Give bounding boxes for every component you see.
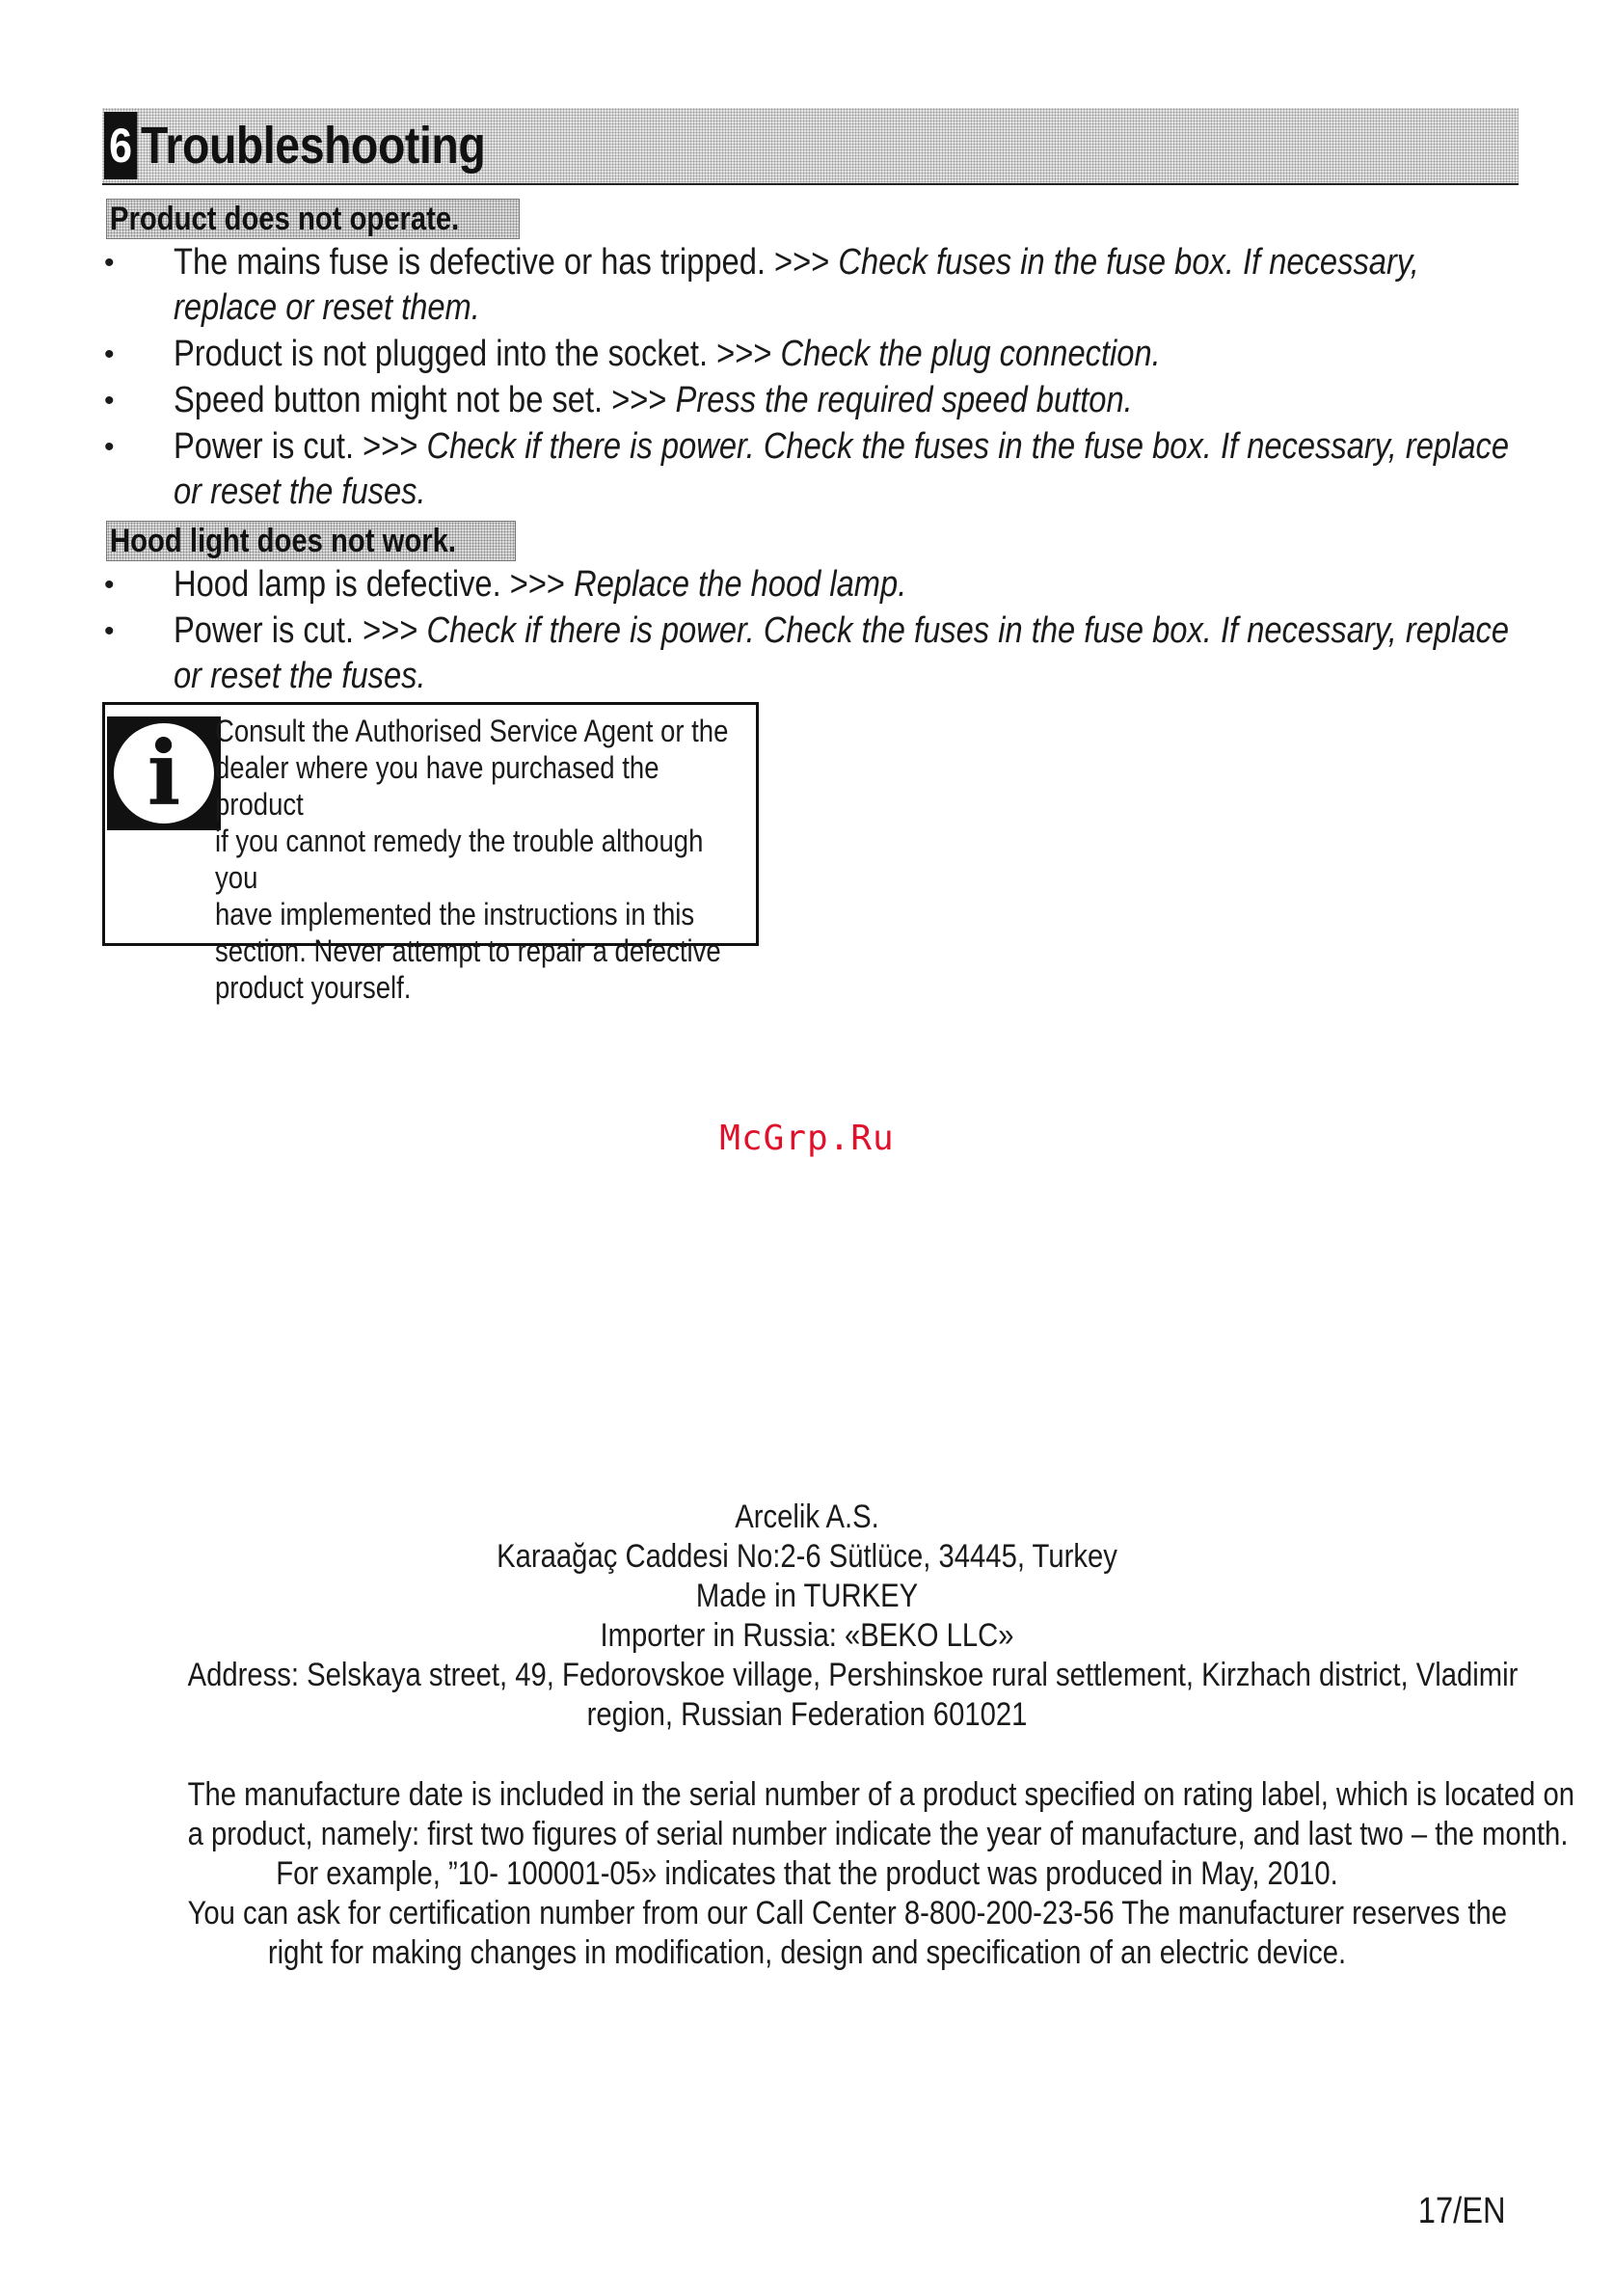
info-note-line: dealer where you have purchased the product: [215, 750, 659, 822]
fault-cause: Power is cut. >>>: [174, 610, 427, 651]
bullet-marker: •: [104, 247, 115, 279]
bullet-list-product-not-operate: [104, 240, 1531, 516]
manufacturer-line: Address: Selskaya street, 49, Fedorovskoe village, Pershinskoe rural settlement, Kirzhach district, Vladimir: [187, 1657, 1519, 1693]
info-note-text: [215, 713, 729, 1006]
info-note-box: [102, 702, 759, 1005]
list-item: [104, 608, 1531, 699]
manufacturer-line: Karaağaç Caddesi No:2-6 Sütlüce, 34445, Turkey: [497, 1538, 1117, 1575]
manufacturer-info: [87, 1498, 1527, 1735]
manufacturer-line: Made in TURKEY: [695, 1578, 919, 1614]
bullet-list-hood-light: [104, 562, 1531, 700]
list-item: [104, 332, 1531, 377]
bullet-marker: •: [104, 385, 115, 417]
fault-remedy: Replace the hood lamp.: [574, 564, 907, 605]
section-number: 6: [104, 112, 137, 179]
list-item: [104, 240, 1531, 331]
fault-cause: Product is not plugged into the socket. >>>: [174, 334, 781, 374]
bullet-marker: •: [104, 338, 115, 370]
list-item: [104, 562, 1531, 608]
manufacturer-line: region, Russian Federation 601021: [586, 1696, 1028, 1733]
bullet-marker: •: [104, 615, 115, 647]
info-note-line: have implemented the instructions in this: [215, 897, 695, 932]
notice-line: You can ask for certification number from our Call Center 8-800-200-23-56 The manufacturer reserves the: [187, 1895, 1508, 1931]
notice-line: The manufacture date is included in the serial number of a product specified on rating label, which is located on: [187, 1776, 1575, 1813]
fault-remedy: Press the required speed button.: [675, 380, 1133, 420]
fault-remedy: Check the plug connection.: [780, 334, 1161, 374]
manufacture-date-notice: [87, 1775, 1575, 1973]
section-header: [102, 108, 1519, 185]
subheading-product-not-operate: [106, 199, 520, 239]
info-note-line: product yourself.: [215, 970, 412, 1005]
watermark: McGrp.Ru: [719, 1119, 895, 1158]
info-icon: [107, 716, 221, 830]
bullet-marker: •: [104, 431, 115, 463]
fault-cause: Power is cut. >>>: [174, 426, 427, 467]
notice-line: For example, ”10- 100001-05» indicates that the product was produced in May, 2010.: [276, 1855, 1338, 1892]
info-icon-glyph: i: [114, 723, 214, 824]
list-item: [104, 424, 1531, 515]
section-title: Troubleshooting: [140, 117, 486, 175]
fault-remedy: Check if there is power. Check the fuses in the fuse box. If necessary, replace or reset the fuses.: [174, 610, 1510, 696]
subheading-hood-light: [106, 521, 516, 561]
fault-cause: The mains fuse is defective or has tripped. >>>: [174, 242, 839, 283]
page-number: 17/EN: [1418, 2191, 1506, 2231]
notice-line: a product, namely: first two figures of serial number indicate the year of manufacture, and last two – the month.: [187, 1816, 1569, 1852]
manufacturer-line: Arcelik A.S.: [735, 1499, 879, 1535]
info-note-line: if you cannot remedy the trouble although you: [215, 824, 704, 895]
info-note-line: Consult the Authorised Service Agent or the: [215, 714, 729, 748]
fault-cause: Speed button might not be set. >>>: [174, 380, 676, 420]
info-note-line: section. Never attempt to repair a defective: [215, 933, 721, 968]
subheading-label: Hood light does not work.: [110, 523, 456, 559]
bullet-marker: •: [104, 569, 115, 601]
subheading-label: Product does not operate.: [110, 201, 460, 237]
manufacturer-line: Importer in Russia: «BEKO LLC»: [600, 1617, 1014, 1654]
fault-remedy: Check fuses in the fuse box. If necessary, replace or reset them.: [174, 242, 1419, 328]
notice-line: right for making changes in modification, design and specification of an electric device.: [267, 1934, 1347, 1971]
list-item: [104, 378, 1531, 423]
fault-remedy: Check if there is power. Check the fuses in the fuse box. If necessary, replace or reset the fuses.: [174, 426, 1510, 512]
fault-cause: Hood lamp is defective. >>>: [174, 564, 575, 605]
